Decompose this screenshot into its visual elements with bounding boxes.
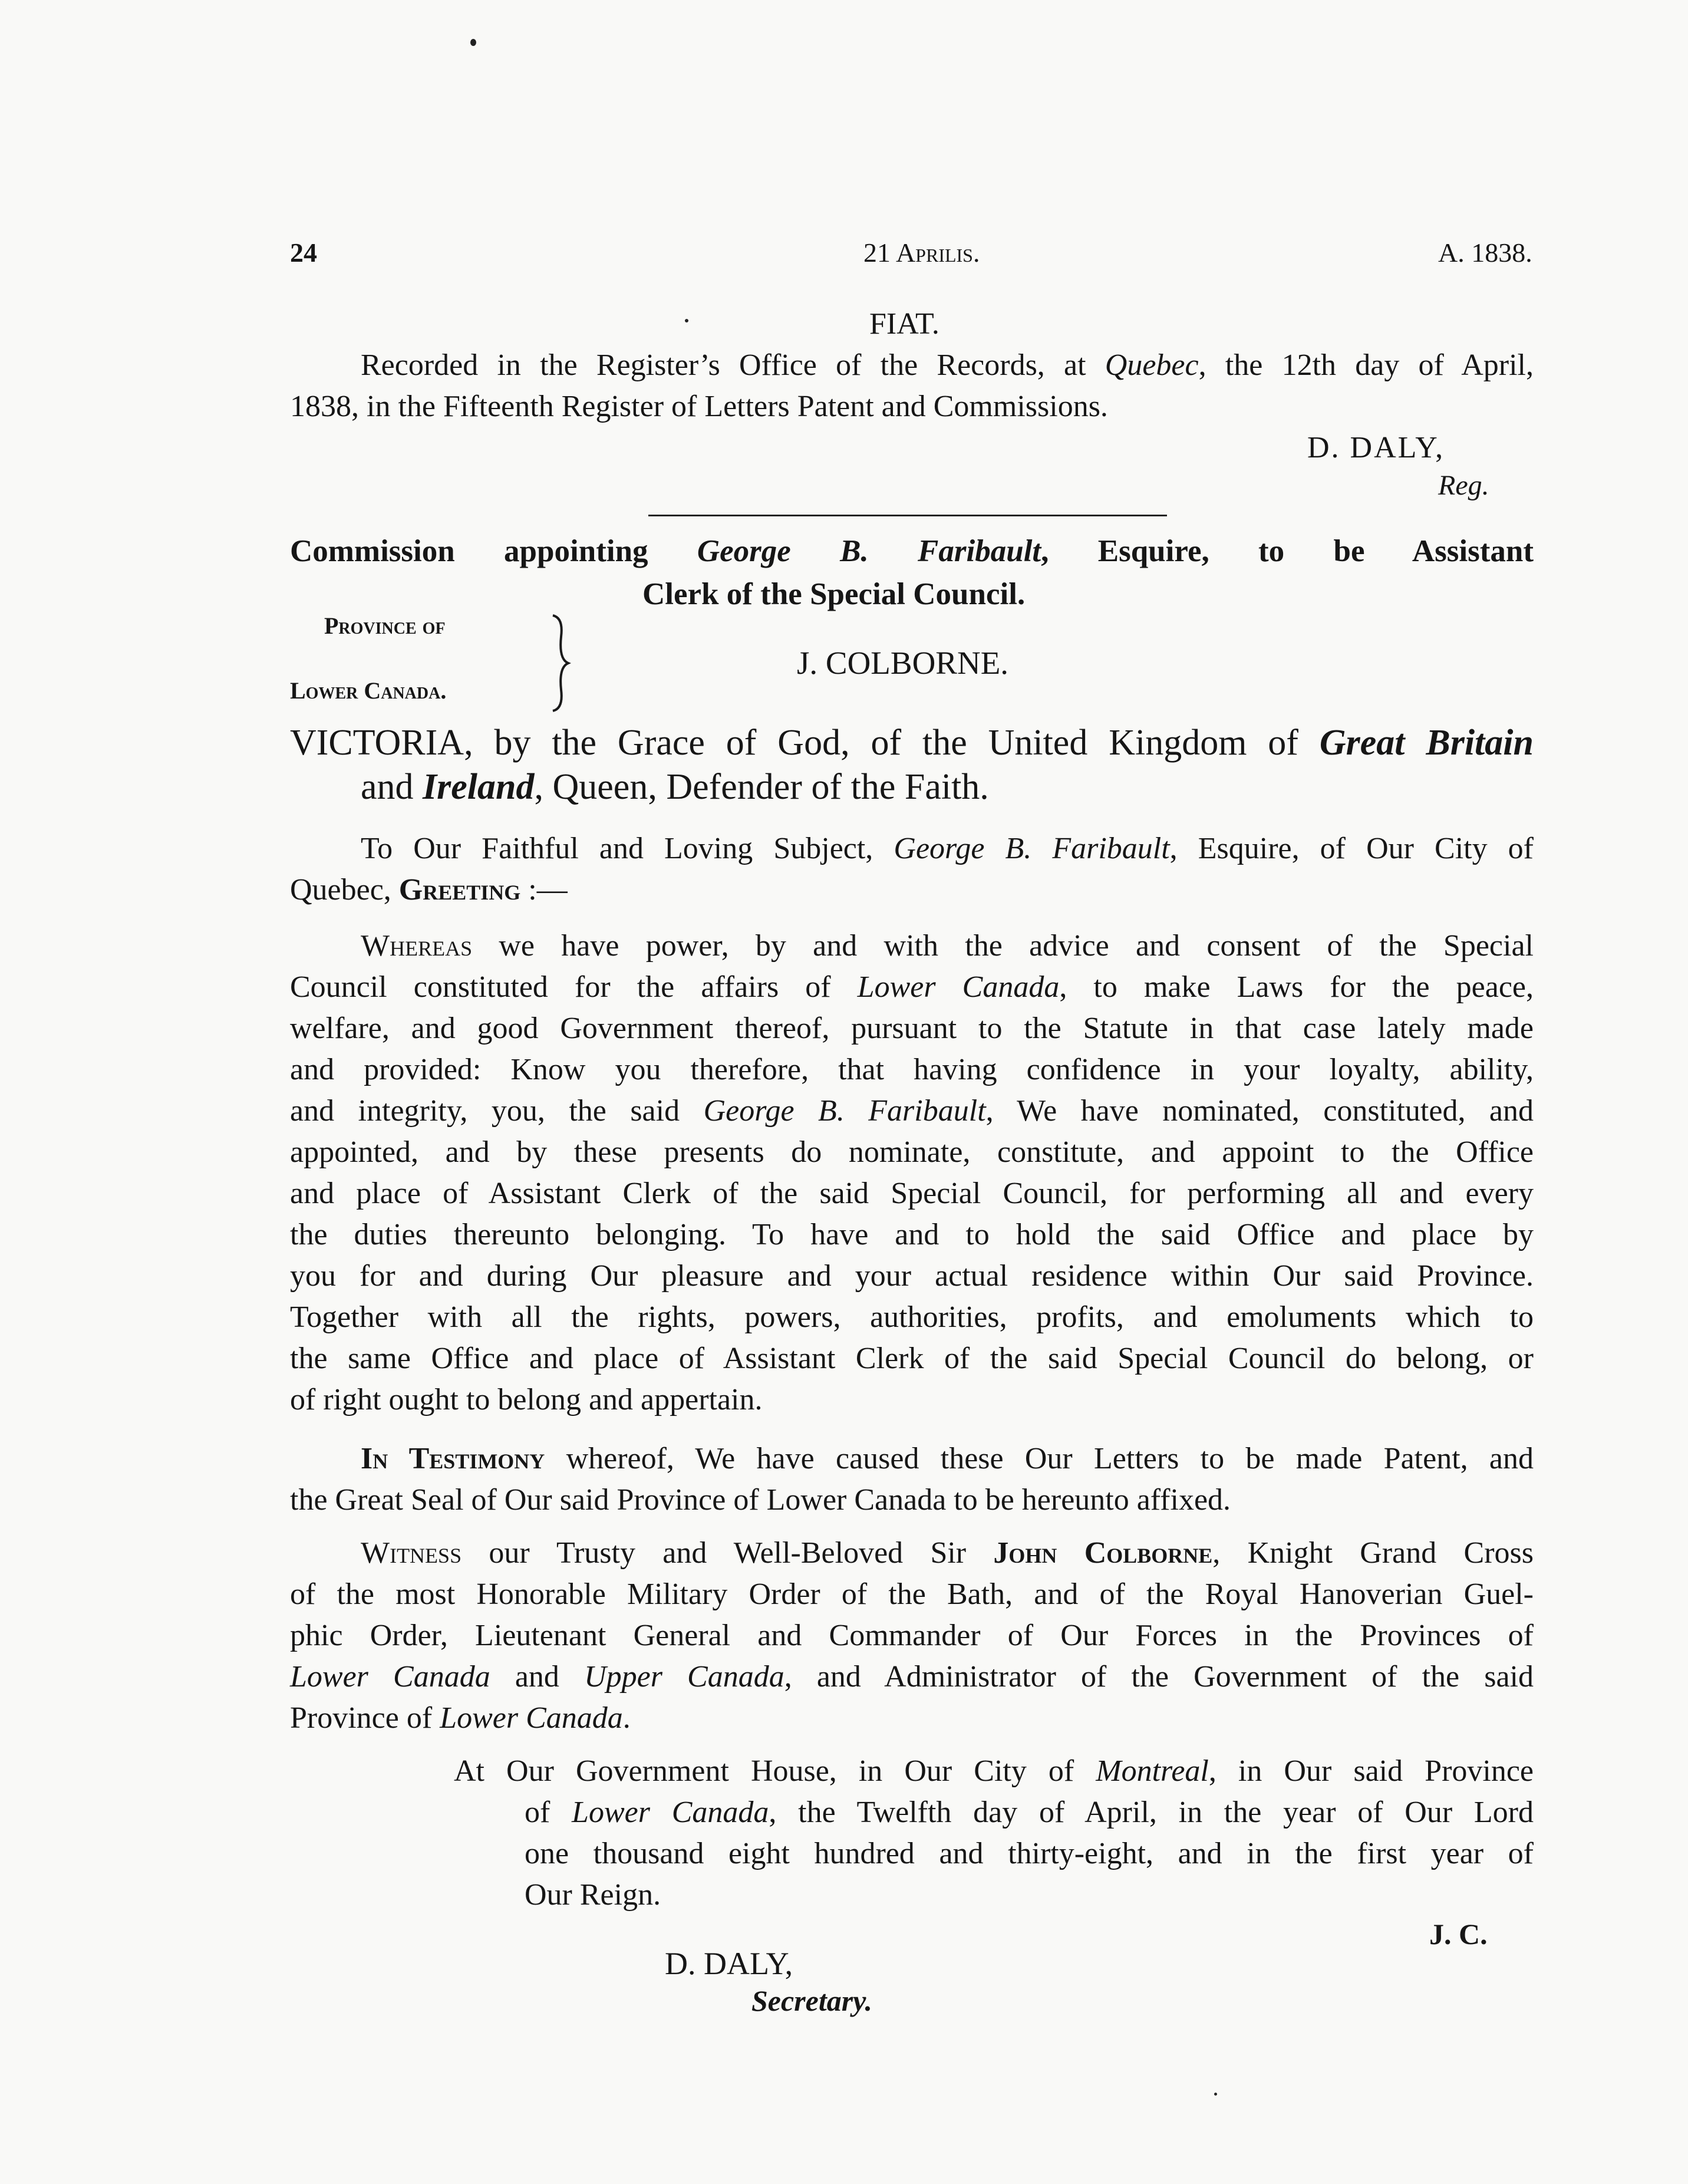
whereas-line: welfare, and good Government thereof, pursuant to the Statute in that case lately made (290, 1012, 1534, 1045)
victoria-line-2 (361, 766, 989, 808)
victoria-place: Great Britain (1319, 723, 1534, 763)
fiat-text: , the 12th day of April, (1198, 348, 1534, 382)
fiat-signer-title (1438, 469, 1489, 502)
whereas-line: the duties thereunto belonging. To have and to hold the said Office and place by (290, 1218, 1534, 1251)
place-line: one thousand eight hundred and thirty-eight, and in the first year of (525, 1837, 1534, 1870)
line-text: , to make Laws for the peace, (1059, 970, 1534, 1004)
fiat-title: FIAT. (869, 307, 939, 341)
witness-text: , Knight Grand Cross (1212, 1536, 1534, 1570)
place-line (454, 1751, 1534, 1792)
fiat-text: Recorded in the Register’s Office of the Records, at (361, 348, 1105, 382)
line-text: . (622, 1701, 631, 1735)
italic-phrase: George B. Faribault (703, 1094, 986, 1128)
line-text: , We have nominated, constituted, and (985, 1094, 1534, 1128)
italic-phrase: Lower Canada (440, 1701, 623, 1735)
closing-signer-title (751, 1984, 872, 2018)
italic-phrase: Lower Canada (857, 970, 1060, 1004)
greeting-line-1 (361, 831, 1534, 866)
scan-speck (1214, 2093, 1217, 2096)
greeting-text: Quebec, (290, 873, 399, 907)
brace-icon (548, 613, 572, 713)
fiat-line-2: 1838, in the Fifteenth Register of Letters Patent and Commissions. (290, 390, 1108, 423)
greeting-name: George B. Faribault (894, 832, 1170, 865)
place-line: Our Reign. (525, 1878, 661, 1912)
fiat-line-1 (361, 348, 1534, 383)
scan-speck (470, 39, 476, 46)
scan-speck (685, 319, 688, 322)
witness-name: John Colborne (993, 1536, 1213, 1570)
place-text: , in Our said Province (1208, 1754, 1534, 1788)
fiat-place: Quebec (1105, 348, 1199, 382)
commission-title-text: Commission appointing (290, 534, 697, 568)
greeting-text: :— (520, 873, 568, 907)
header-date: 21 Aprilis. (863, 238, 980, 268)
italic-phrase: Upper Canada (584, 1660, 784, 1694)
testimony-line (290, 1438, 1534, 1480)
header-year: A. 1838. (1438, 238, 1532, 268)
greeting-text: , Esquire, of Our City of (1169, 832, 1534, 865)
whereas-line (290, 925, 1534, 967)
place-text: of (525, 1796, 572, 1829)
fiat-signer-title-text: Reg. (1438, 470, 1489, 501)
place-text: , the Twelfth day of April, in the year of Our Lord (769, 1796, 1534, 1829)
line-text: Council constituted for the affairs of (290, 970, 858, 1004)
line-text: Province of (290, 1701, 440, 1735)
greeting-word: Greeting (398, 873, 521, 907)
line-text: , and Administrator of the Government of the said (784, 1660, 1534, 1694)
commission-title-text: , Esquire, to be Assistant (1041, 534, 1534, 568)
governor-name: J. COLBORNE. (797, 645, 1009, 681)
page-number: 24 (290, 238, 317, 268)
witness-line: of the most Honorable Military Order of the Bath, and of the Royal Hanoverian Guel- (290, 1577, 1534, 1611)
closing-signer: D. DALY, (665, 1946, 793, 1981)
victoria-text: and (361, 767, 423, 807)
whereas-line (290, 1091, 1534, 1132)
witness-text: our Trusty and Well-Beloved Sir (461, 1536, 994, 1570)
place-paragraph (454, 1751, 1534, 1916)
whereas-line: and provided: Know you therefore, that having confidence in your loyalty, ability, (290, 1053, 1534, 1086)
witness-line (290, 1698, 1534, 1739)
place-city: Montreal (1096, 1754, 1209, 1788)
victoria-text: , Queen, Defender of the Faith. (534, 767, 989, 807)
whereas-line-text: we have power, by and with the advice and consent of the Special (472, 929, 1534, 963)
witness-lead: Witness (361, 1536, 462, 1570)
commission-title-line-2: Clerk of the Special Council. (642, 577, 1026, 611)
fiat-signer: D. DALY, (1307, 431, 1445, 465)
whereas-line: of right ought to belong and appertain. (290, 1383, 763, 1417)
line-text: and (490, 1660, 585, 1694)
closing-initials: J. C. (1429, 1918, 1488, 1951)
line-text: and integrity, you, the said (290, 1094, 704, 1128)
victoria-text: VICTORIA, by the Grace of God, of the United Kingdom of (290, 723, 1320, 763)
testimony-line: the Great Seal of Our said Province of Lower Canada to be hereunto affixed. (290, 1483, 1231, 1517)
province-label-1: Province of (324, 612, 446, 639)
italic-phrase: Lower Canada (290, 1660, 490, 1694)
place-province: Lower Canada (572, 1796, 769, 1829)
commission-title (290, 533, 1534, 569)
whereas-line: appointed, and by these presents do nominate, constitute, and appoint to the Office (290, 1135, 1534, 1169)
testimony-lead: In Testimony (361, 1442, 545, 1475)
testimony-text: whereof, We have caused these Our Letters to be made Patent, and (545, 1442, 1534, 1475)
testimony-paragraph (290, 1438, 1534, 1521)
closing-signer-title-text: Secretary. (751, 1984, 873, 2017)
place-text: At Our Government House, in Our City of (454, 1754, 1096, 1788)
commission-title-name: George B. Faribault (697, 534, 1041, 568)
witness-line: phic Order, Lieutenant General and Commander of Our Forces in the Provinces of (290, 1619, 1534, 1652)
witness-line (290, 1533, 1534, 1574)
whereas-line: and place of Assistant Clerk of the said Special Council, for performing all and every (290, 1177, 1534, 1210)
province-label-2: Lower Canada. (290, 677, 447, 704)
place-line (454, 1792, 1534, 1833)
witness-line (290, 1656, 1534, 1698)
whereas-line: the same Office and place of Assistant Clerk of the said Special Council do belong, or (290, 1342, 1534, 1375)
greeting-text: To Our Faithful and Loving Subject, (361, 832, 894, 865)
victoria-place: Ireland (423, 767, 535, 807)
greeting-line-2 (290, 872, 568, 907)
victoria-line-1 (290, 722, 1534, 764)
whereas-paragraph (290, 925, 1534, 1421)
whereas-lead: Whereas (361, 929, 473, 963)
witness-paragraph (290, 1533, 1534, 1739)
whereas-line: Together with all the rights, powers, authorities, profits, and emoluments which to (290, 1300, 1534, 1334)
whereas-line: you for and during Our pleasure and your actual residence within Our said Province. (290, 1259, 1534, 1293)
section-rule (648, 515, 1167, 516)
whereas-line (290, 967, 1534, 1008)
